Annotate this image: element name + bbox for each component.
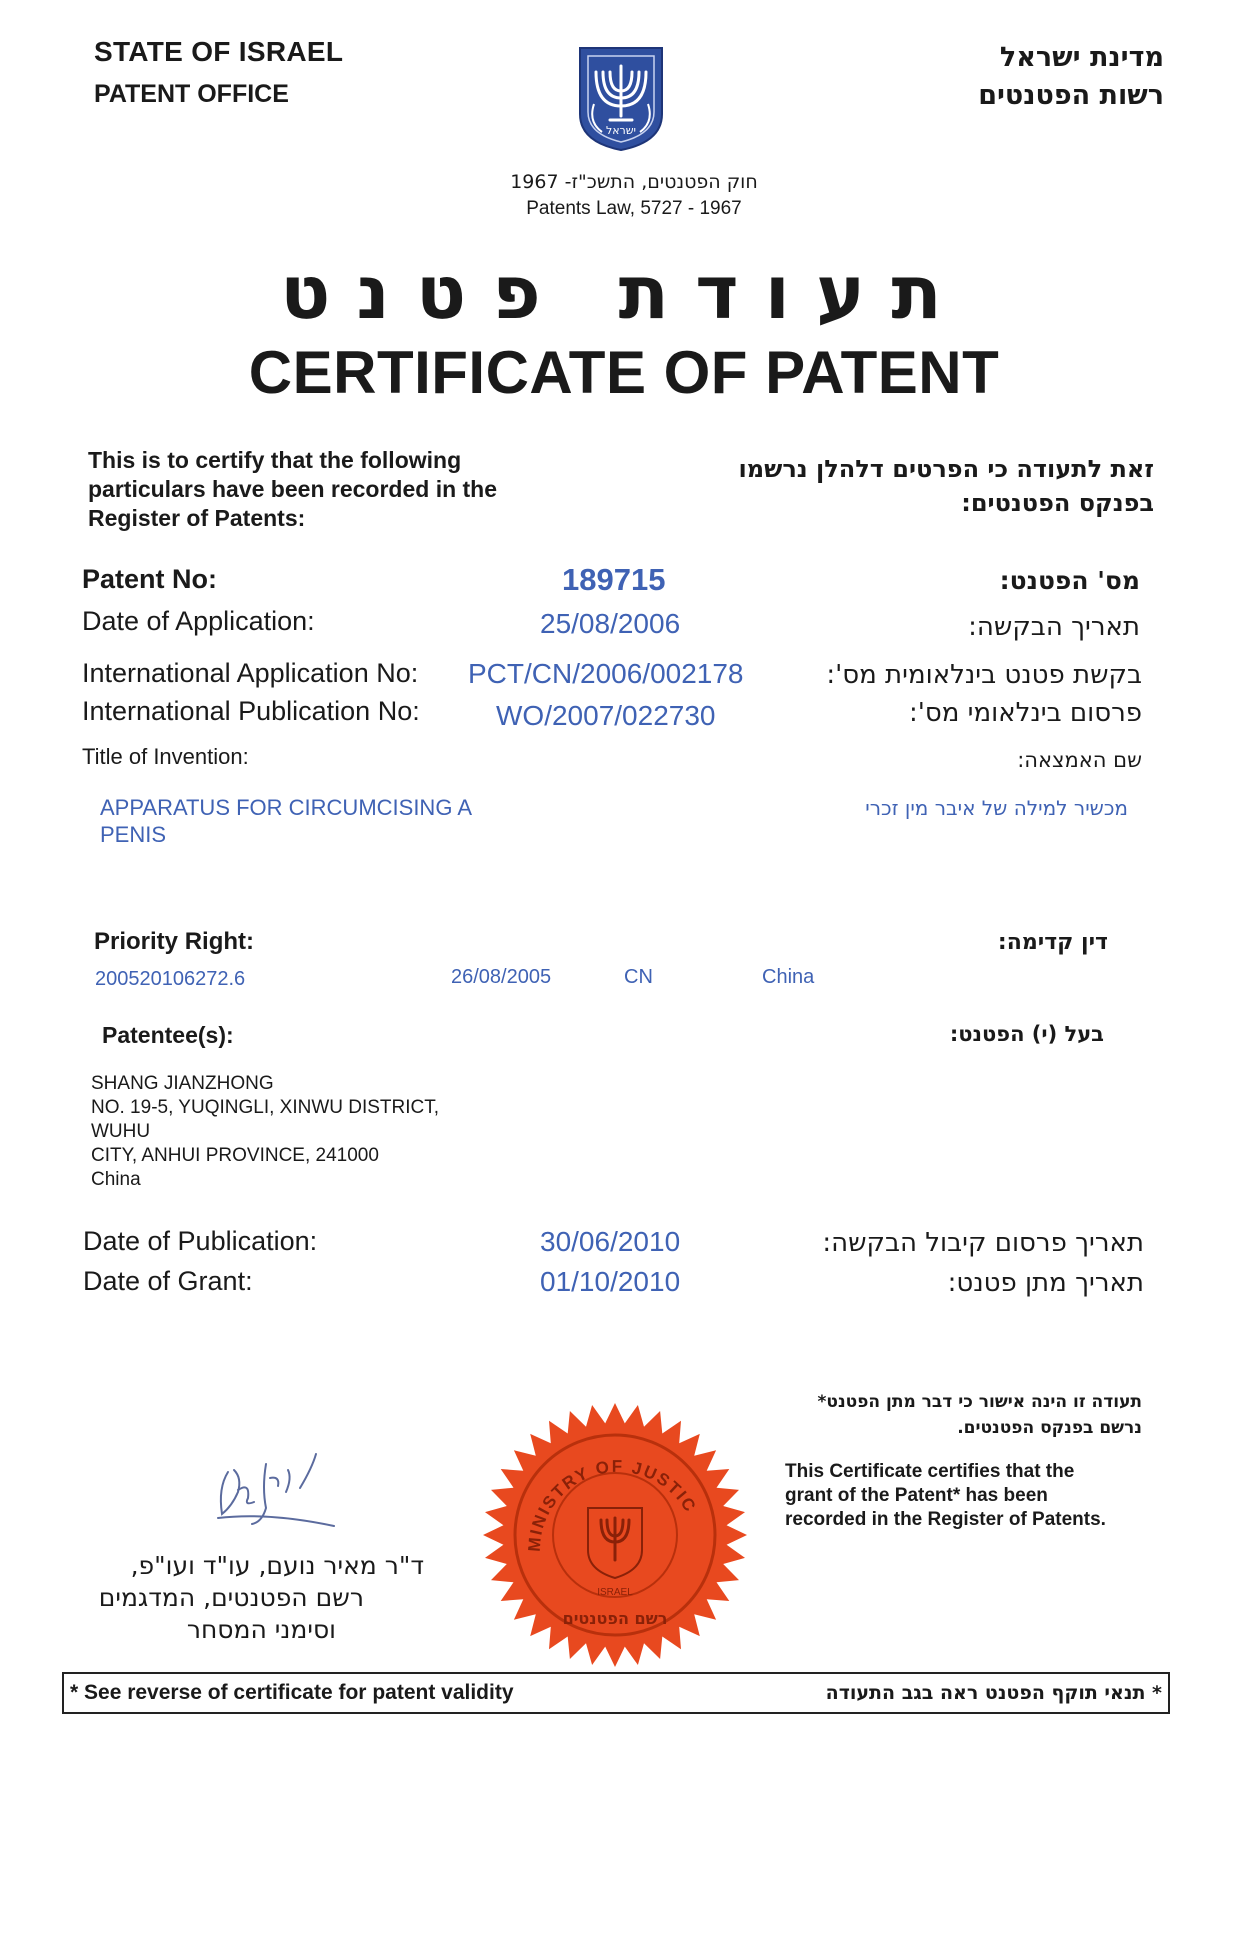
patentee-line: China — [91, 1169, 141, 1190]
intl-application-label-he: בקשת פטנט בינלאומית מס': — [826, 660, 1142, 690]
office-title-en: PATENT OFFICE — [94, 80, 289, 108]
grant-date-value: 01/10/2010 — [540, 1266, 681, 1297]
publication-date-label: Date of Publication: — [83, 1226, 318, 1256]
grant-date-label: Date of Grant: — [83, 1266, 253, 1296]
ministry-seal — [470, 1400, 760, 1670]
priority-label: Priority Right: — [94, 928, 254, 955]
certificate-title-he: תעודת פטנט — [280, 250, 968, 336]
intl-publication-value: WO/2007/022730 — [496, 700, 716, 731]
intl-publication-label: International Publication No: — [82, 696, 420, 726]
patentee-address — [91, 1072, 531, 1192]
patentee-label-he: בעל (י) הפטנט: — [949, 1022, 1104, 1046]
priority-number: 200520106272.6 — [95, 968, 246, 990]
handwritten-signature — [208, 1448, 348, 1538]
patentee-line: NO. 19-5, YUQINGLI, XINWU DISTRICT, — [91, 1097, 440, 1118]
footer-note-en: * See reverse of certificate for patent validity — [70, 1681, 514, 1704]
grant-date-label-he: תאריך מתן פטנט: — [947, 1268, 1144, 1298]
patentee-line: CITY, ANHUI PROVINCE, 241000 — [91, 1145, 379, 1166]
seal-bottom-text: רשם הפטנטים — [562, 1609, 668, 1628]
signature-line3: וסימני המסחר — [186, 1615, 336, 1644]
invention-title-he: מכשיר למילה של איבר מין זכרי — [865, 796, 1128, 820]
priority-date: 26/08/2005 — [451, 966, 552, 988]
law-en: Patents Law, 5727 - 1967 — [526, 198, 742, 219]
intl-application-label: International Application No: — [82, 658, 419, 688]
invention-title-en-line2: PENIS — [100, 822, 167, 847]
seal-top-text: MINISTRY OF JUSTIC — [524, 1456, 701, 1553]
intro-text-he: זאת לתעודה כי הפרטים דלהלן נרשמו בפנקס הפטנטים: — [738, 455, 1154, 517]
title-invention-label-he: שם האמצאה: — [1017, 748, 1142, 772]
certification-he-line2: נרשם בפנקס הפטנטים. — [957, 1418, 1142, 1438]
office-title-he: רשות הפטנטים — [978, 80, 1164, 111]
priority-country-code: CN — [624, 966, 653, 988]
footer-box — [62, 1672, 1170, 1714]
signature-line2: רשם הפטנטים, המדגמים — [98, 1583, 364, 1612]
menorah-emblem-icon — [574, 44, 668, 152]
priority-label-he: דין קדימה: — [997, 930, 1108, 955]
seal-inner-text: ISRAEL — [597, 1587, 633, 1598]
patent-no-label-he: מס' הפטנט: — [999, 566, 1140, 595]
date-application-label: Date of Application: — [82, 606, 315, 636]
publication-date-value: 30/06/2010 — [540, 1226, 681, 1257]
invention-title-en-line1: APPARATUS FOR CIRCUMCISING A — [100, 795, 473, 820]
certificate-title-en: CERTIFICATE OF PATENT — [248, 339, 1000, 406]
patent-no-label: Patent No: — [82, 564, 217, 594]
patent-no-value: 189715 — [562, 562, 666, 597]
certification-he-line1: תעודה זו הינה אישור כי דבר מתן הפטנט* — [817, 1392, 1142, 1412]
patentee-line: WUHU — [91, 1121, 151, 1142]
footer-note-he: * תנאי תוקף הפטנט ראה בגב התעודה — [825, 1682, 1162, 1704]
intro-text-en: This is to certify that the following particulars have been recorded in the Register of Patents: — [88, 447, 498, 531]
patentee-line: SHANG JIANZHONG — [91, 1073, 274, 1094]
emblem-text: ישראל — [605, 124, 637, 137]
certification-en: This Certificate certifies that the grant of the Patent* has been recorded in the Register of Patents. — [785, 1461, 1106, 1530]
date-application-value: 25/08/2006 — [540, 608, 681, 639]
state-title-he: מדינת ישראל — [999, 42, 1164, 73]
publication-date-label-he: תאריך פרסום קיבול הבקשה: — [822, 1228, 1144, 1258]
priority-country: China — [762, 966, 815, 988]
signature-line1: ד"ר מאיר נועם, עו"ד ועו"פ, — [130, 1551, 424, 1580]
intl-application-value: PCT/CN/2006/002178 — [468, 658, 744, 689]
law-he: חוק הפטנטים, התשכ"ז- 1967 — [510, 171, 758, 193]
patentee-label: Patentee(s): — [102, 1022, 234, 1048]
date-application-label-he: תאריך הבקשה: — [968, 612, 1140, 642]
state-title-en: STATE OF ISRAEL — [94, 36, 344, 67]
intl-publication-label-he: פרסום בינלאומי מס': — [908, 698, 1142, 728]
title-invention-label: Title of Invention: — [82, 744, 249, 769]
